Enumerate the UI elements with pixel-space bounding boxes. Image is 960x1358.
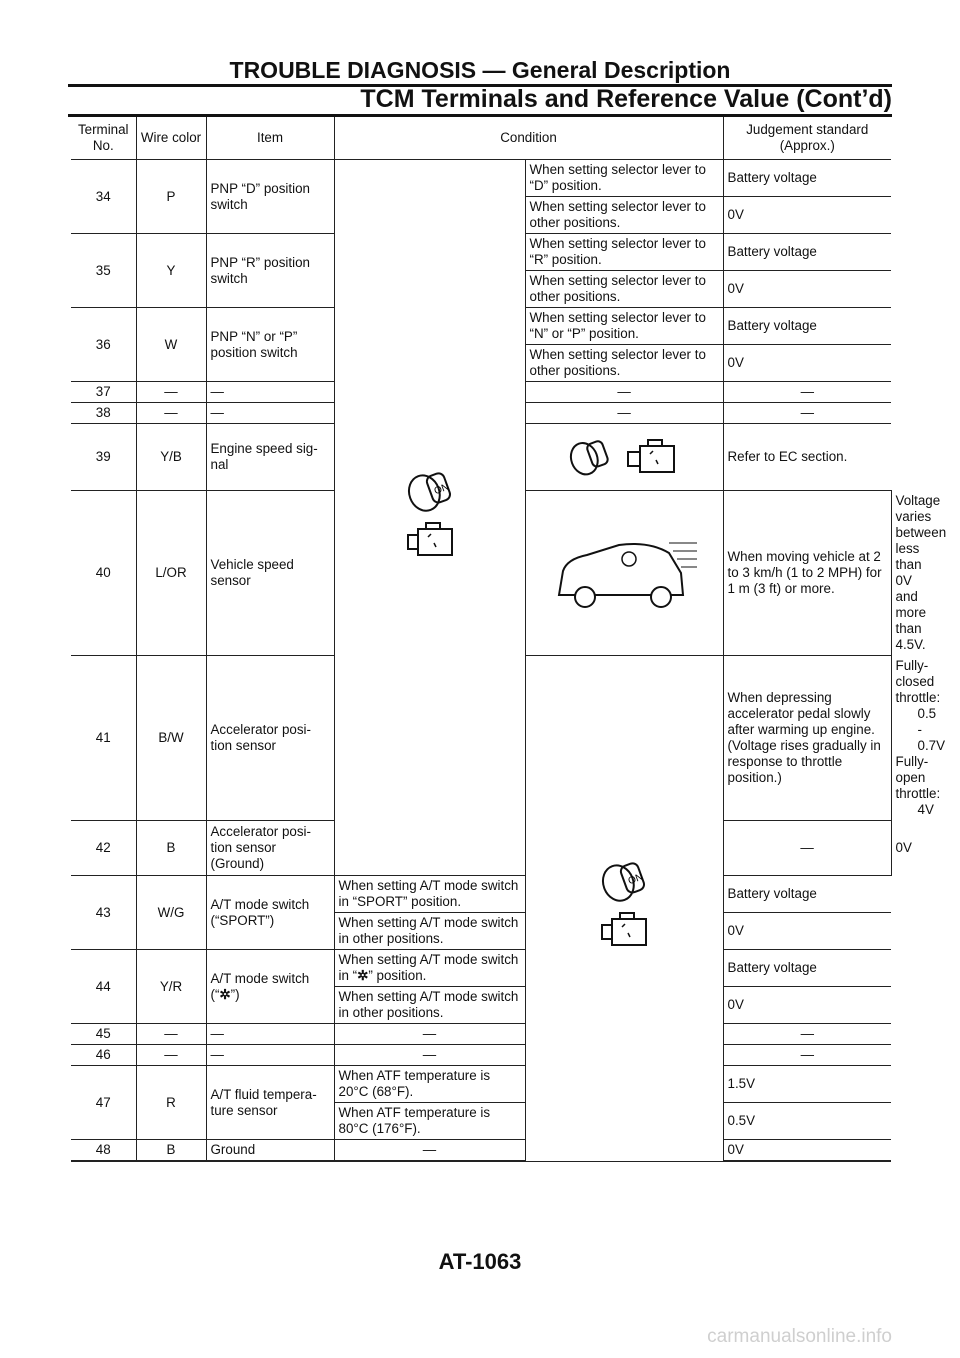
- condition: —: [723, 821, 891, 876]
- judgement-line: 0.5 - 0.7V: [917, 706, 946, 753]
- engine-running-icon: [408, 523, 452, 555]
- table-row: [71, 1045, 891, 1066]
- terminal-no: 46: [71, 1045, 136, 1066]
- judgement: 0V: [723, 987, 891, 1024]
- wire-color: W/G: [136, 876, 206, 950]
- key-on-label: ON: [432, 481, 451, 497]
- terminal-no: 39: [71, 424, 136, 491]
- item: [206, 950, 334, 1024]
- condition-text: When setting A/T mode switch in “: [338, 952, 519, 983]
- wire-color: B: [136, 1140, 206, 1162]
- terminal-no: 35: [71, 234, 136, 308]
- col-wire-color: Wire color: [136, 117, 206, 160]
- judgement: Battery voltage: [723, 160, 891, 197]
- condition-text: ” position.: [368, 968, 427, 983]
- item: Engine speed sig- nal: [206, 424, 334, 491]
- item: Vehicle speed sensor: [206, 491, 334, 656]
- terminal-table: [71, 117, 947, 1162]
- vehicle-driving-icon: [549, 533, 699, 613]
- table-header-row: [71, 117, 891, 160]
- condition: —: [334, 1140, 525, 1162]
- condition: When ATF temperature is 20°C (68°F).: [334, 1066, 525, 1103]
- terminal-no: 36: [71, 308, 136, 382]
- judgement: Battery voltage: [723, 950, 891, 987]
- judgement: Battery voltage: [723, 308, 891, 345]
- judgement: Battery voltage: [723, 234, 891, 271]
- judgement: —: [723, 403, 891, 424]
- condition: When setting selector lever to other positions.: [525, 271, 723, 308]
- wire-color: R: [136, 1066, 206, 1140]
- ignition-engine-icon-cell: [525, 656, 723, 1162]
- item: PNP “D” position switch: [206, 160, 334, 234]
- condition: When setting A/T mode switch in “SPORT” position.: [334, 876, 525, 913]
- terminal-no: 48: [71, 1140, 136, 1162]
- condition: Refer to EC section.: [723, 424, 891, 491]
- judgement: 0V: [723, 913, 891, 950]
- item: PNP “N” or “P” position switch: [206, 308, 334, 382]
- wire-color: B/W: [136, 656, 206, 821]
- table-row: 42 B Accelerator posi- tion sensor (Ground) — 0V: [71, 821, 891, 876]
- terminal-no: 34: [71, 160, 136, 234]
- page-number: AT-1063: [438, 1249, 522, 1274]
- condition: When moving vehicle at 2 to 3 km/h (1 to 2 MPH) for 1 m (3 ft) or more.: [723, 491, 891, 656]
- terminal-no: 38: [71, 403, 136, 424]
- condition: —: [334, 1024, 525, 1045]
- item: —: [206, 1045, 334, 1066]
- judgement: —: [723, 1045, 891, 1066]
- condition: —: [334, 1045, 525, 1066]
- terminal-no: 40: [71, 491, 136, 656]
- condition: When ATF temperature is 80°C (176°F).: [334, 1103, 525, 1140]
- item-text: A/T mode switch (“: [210, 970, 310, 1002]
- ignition-key-on-icon: [594, 853, 654, 963]
- item: —: [206, 382, 334, 403]
- terminal-no: 41: [71, 656, 136, 821]
- wire-color: L/OR: [136, 491, 206, 656]
- item: Ground: [206, 1140, 334, 1162]
- item-text: ”): [230, 986, 240, 1002]
- col-item: Item: [206, 117, 334, 160]
- condition: When setting selector lever to other positions.: [525, 197, 723, 234]
- terminal-no: 37: [71, 382, 136, 403]
- col-condition: Condition: [334, 117, 723, 160]
- col-judgement: Judgement standard (Approx.): [723, 117, 891, 160]
- judgement: 0V: [723, 197, 891, 234]
- item: —: [206, 1024, 334, 1045]
- judgement: —: [723, 382, 891, 403]
- key-on-label: ON: [626, 871, 645, 888]
- engine-running-icon: [602, 913, 646, 945]
- table-row: 41 B/W Accelerator posi- tion sensor ON When depressing accelerator pedal slowly after warming up engine. (Voltage rises gradually in response to throttle position.) Fully-closed throttle: 0.5 - 0.7V Fully-open throttle: 4V: [71, 656, 891, 821]
- terminal-no: 44: [71, 950, 136, 1024]
- wire-color: —: [136, 1024, 206, 1045]
- wire-color: W: [136, 308, 206, 382]
- wire-color: Y: [136, 234, 206, 308]
- terminal-no: 47: [71, 1066, 136, 1140]
- item: PNP “R” position switch: [206, 234, 334, 308]
- icon-cell: [525, 491, 723, 656]
- wire-color: P: [136, 160, 206, 234]
- section-title: TROUBLE DIAGNOSIS — General Description: [229, 57, 731, 83]
- ignition-engine-icon-cell: [334, 160, 525, 876]
- table-row: 40 L/OR Vehicle speed sensor When moving vehicle at 2 to 3 km/h (1 to 2 MPH) for 1 m (3 ft) or more. Voltage varies between less than 0V and more than 4.5V.: [71, 491, 891, 656]
- judgement: —: [723, 1024, 891, 1045]
- judgement: 1.5V: [723, 1066, 891, 1103]
- col-terminal: Terminal No.: [71, 117, 136, 160]
- item: Accelerator posi- tion sensor (Ground): [206, 821, 334, 876]
- terminal-no: 43: [71, 876, 136, 950]
- judgement: 0V: [723, 345, 891, 382]
- condition: [334, 950, 525, 987]
- table-row: [71, 876, 891, 913]
- wire-color: —: [136, 1045, 206, 1066]
- page-subtitle: TCM Terminals and Reference Value (Cont’d): [360, 85, 892, 113]
- watermark: carmanualsonline.info: [707, 1326, 892, 1347]
- item: —: [206, 403, 334, 424]
- condition: When setting selector lever to “D” position.: [525, 160, 723, 197]
- item: A/T mode switch (“SPORT”): [206, 876, 334, 950]
- terminal-no: 42: [71, 821, 136, 876]
- condition: When setting A/T mode switch in other positions.: [334, 913, 525, 950]
- ignition-engine-icons: [564, 432, 684, 482]
- table-row: [71, 1140, 891, 1162]
- engine-running-icon: [628, 440, 674, 472]
- condition: When setting selector lever to “N” or “P” position.: [525, 308, 723, 345]
- table-row: [71, 160, 891, 197]
- wire-color: Y/B: [136, 424, 206, 491]
- condition: When setting selector lever to other positions.: [525, 345, 723, 382]
- table-row: [71, 1066, 891, 1103]
- table-row: [71, 950, 891, 987]
- judgement-line: 4V: [917, 802, 934, 817]
- wire-color: —: [136, 382, 206, 403]
- ignition-key-on-icon: [400, 463, 460, 573]
- judgement: 0V: [723, 1140, 891, 1162]
- condition: —: [525, 382, 723, 403]
- condition: —: [525, 403, 723, 424]
- snow-mode-icon: ✲: [219, 986, 231, 1002]
- table-row: [71, 1024, 891, 1045]
- terminal-no: 45: [71, 1024, 136, 1045]
- judgement: 0V: [723, 271, 891, 308]
- ignition-key-on-icon: [567, 436, 611, 478]
- judgement: 0.5V: [723, 1103, 891, 1140]
- condition: When setting A/T mode switch in other positions.: [334, 987, 525, 1024]
- wire-color: —: [136, 403, 206, 424]
- wire-color: B: [136, 821, 206, 876]
- wire-color: Y/R: [136, 950, 206, 1024]
- item: Accelerator posi- tion sensor: [206, 656, 334, 821]
- condition: When depressing accelerator pedal slowly after warming up engine. (Voltage rises gradually in response to throttle position.): [723, 656, 891, 821]
- icon-cell: [525, 424, 723, 491]
- condition: When setting selector lever to “R” position.: [525, 234, 723, 271]
- item: A/T fluid tempera- ture sensor: [206, 1066, 334, 1140]
- snow-mode-icon: ✲: [357, 968, 369, 983]
- judgement: Battery voltage: [723, 876, 891, 913]
